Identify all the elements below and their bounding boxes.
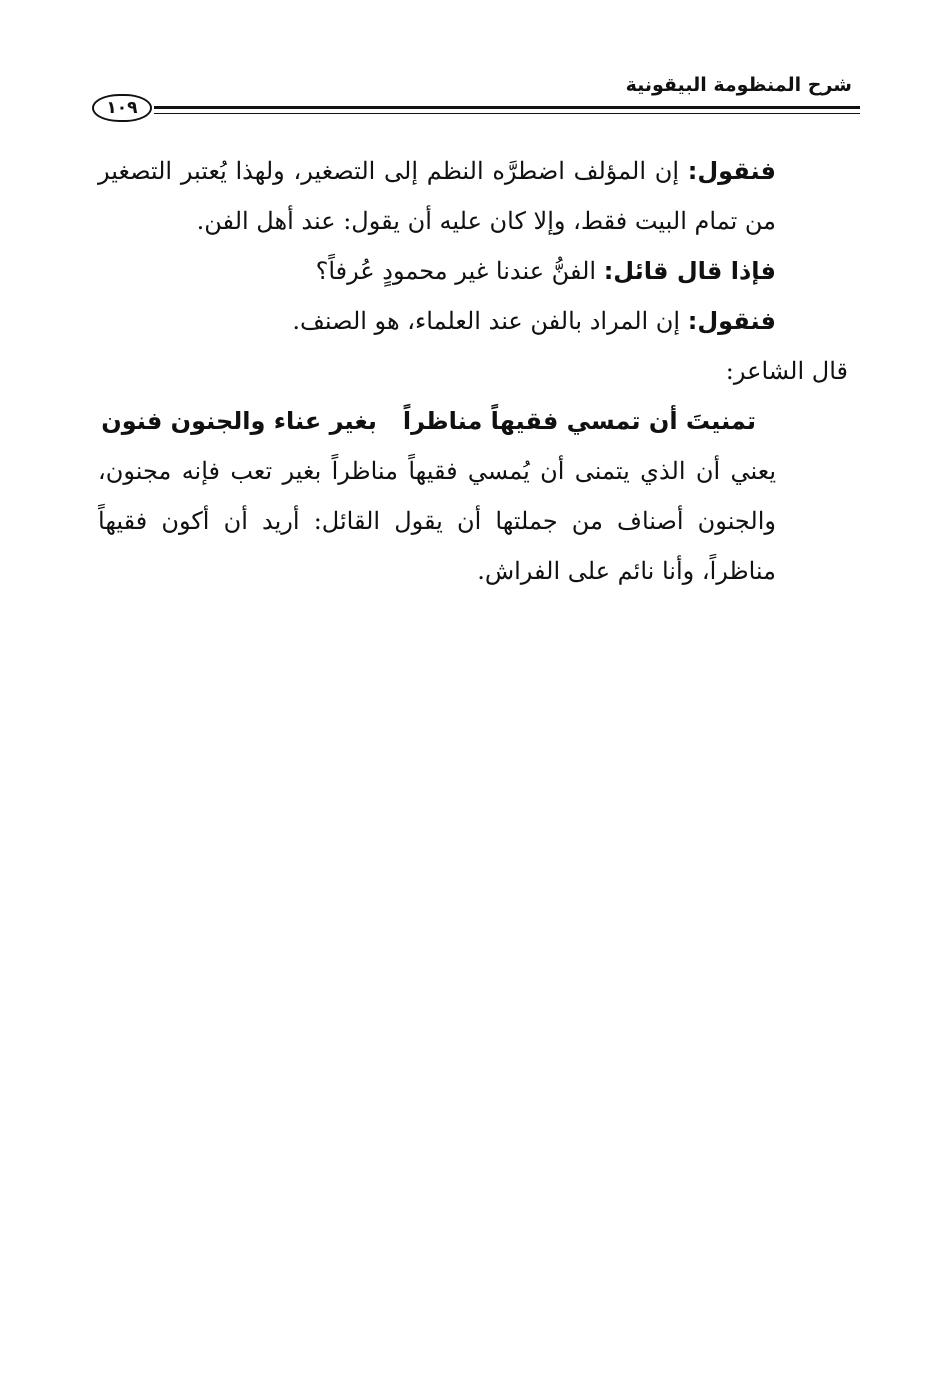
verse-second-hemistich: بغير عناء والجنون فنون (101, 407, 377, 435)
poetry-verse (98, 396, 848, 446)
paragraph-question (98, 246, 848, 296)
verse-first-hemistich: تمنيتَ أن تمسي فقيهاً مناظراً (402, 407, 756, 435)
page-body (98, 146, 848, 596)
paragraph-lead: فنقول: (687, 307, 776, 335)
paragraph-explanation (98, 446, 848, 596)
page-number: ١٠٩ (92, 94, 152, 122)
book-title: شرح المنظومة البيقونية (625, 74, 852, 96)
header-rule-thick (154, 106, 860, 109)
paragraph-text: الفنُّ عندنا غير محمودٍ عُرفاً؟ (315, 257, 604, 285)
paragraph-text: إن المراد بالفن عند العلماء، هو الصنف. (292, 307, 688, 335)
running-header (92, 70, 860, 120)
paragraph-lead: فنقول: (687, 157, 776, 185)
header-rule-thin (154, 113, 860, 114)
paragraph-answer-1 (98, 146, 848, 246)
paragraph-lead: فإذا قال قائل: (603, 257, 776, 285)
paragraph-text: قال الشاعر: (725, 357, 848, 385)
paragraph-text: إن المؤلف اضطرَّه النظم إلى التصغير، ولهذا يُعتبر التصغير من تمام البيت فقط، وإلا كان عليه أن يقول: عند أهل الفن. (98, 157, 776, 235)
paragraph-answer-2 (98, 296, 848, 346)
paragraph-poet-intro (98, 346, 848, 396)
paragraph-text: يعني أن الذي يتمنى أن يُمسي فقيهاً مناظراً بغير تعب فإنه مجنون، والجنون أصناف من جملتها أن يقول القائل: أريد أن أكون فقيهاً مناظراً، وأنا نائم على الفراش. (98, 457, 776, 585)
